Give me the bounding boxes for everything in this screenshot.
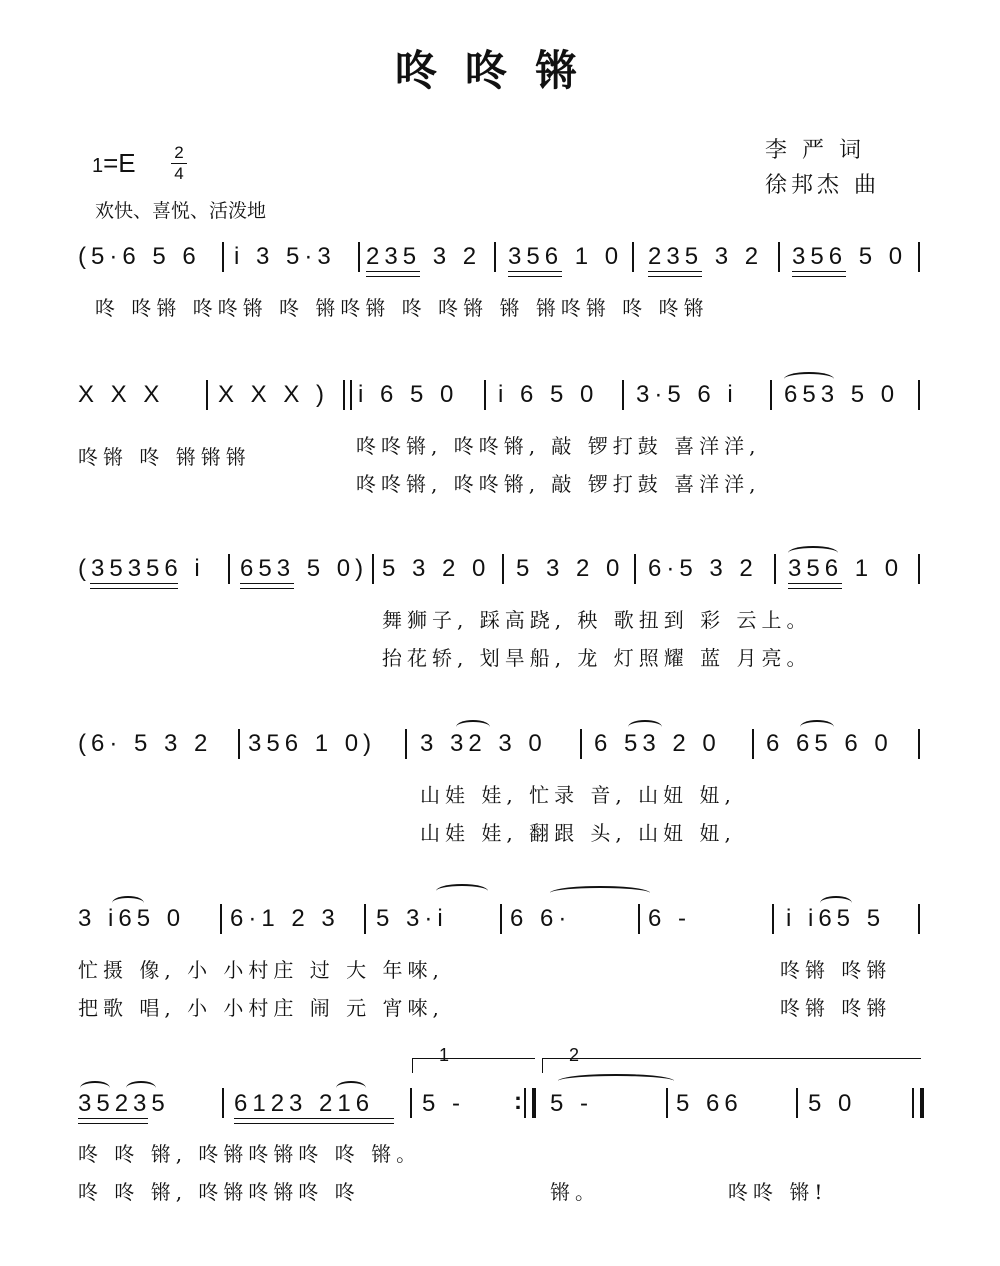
measure: i 6 5 0 [358, 381, 459, 408]
underline [78, 1123, 148, 1124]
meter-top: 2 [174, 143, 184, 162]
measure: i i65 5 [786, 905, 886, 932]
time-signature [170, 143, 188, 184]
volta-bracket-2 [542, 1045, 921, 1073]
lyric-line: 咚 咚 锵, 咚锵咚锵咚 咚 锵。 [78, 1142, 422, 1166]
measure: i 3 5·3 [234, 243, 336, 270]
bar-line [238, 729, 240, 759]
lyric-line: 咚咚锵, 咚咚锵, 敲 锣打鼓 喜洋洋, [356, 472, 761, 496]
bar-line [622, 380, 624, 410]
slur [628, 720, 662, 734]
measure: 6·5 3 2 [648, 555, 758, 582]
measure: i 6 5 0 [498, 381, 599, 408]
lyric-line: 忙摄 像, 小 小村庄 过 大 年唻, [78, 958, 444, 982]
bar-line [632, 242, 634, 272]
volta-number: 1 [439, 1045, 450, 1065]
bar-line [752, 729, 754, 759]
lyric-line: 咚锵 咚锵 [780, 996, 892, 1020]
measure: 653 5 0 [784, 381, 900, 408]
measure: 5 - [550, 1090, 594, 1117]
underline [366, 271, 420, 272]
lyric-line: 咚 咚 锵, 咚锵咚锵咚 咚 [78, 1180, 360, 1204]
repeat-dots: : [514, 1088, 522, 1115]
bar-line [343, 380, 345, 410]
bar-line [484, 380, 486, 410]
lyric-line: 咚锵 咚 锵锵锵 [78, 445, 251, 469]
measure: 3·5 6 i [636, 381, 738, 408]
bar-line [350, 380, 352, 410]
tempo-marking: 欢快、喜悦、活泼地 [95, 200, 267, 222]
measure: 5 66 [676, 1090, 743, 1117]
bar-line [918, 380, 920, 410]
slur [336, 1081, 366, 1095]
volta-number: 2 [569, 1045, 580, 1065]
lyric-line: 把歌 唱, 小 小村庄 闹 元 宵唻, [78, 996, 444, 1020]
slur [820, 896, 852, 910]
underline [240, 588, 294, 589]
bar-line [358, 242, 360, 272]
underline [792, 276, 846, 277]
lyric-line: 咚咚 锵! [728, 1180, 828, 1204]
underline [240, 583, 294, 584]
bar-line [364, 904, 366, 934]
tie [558, 1074, 674, 1088]
underline [90, 588, 178, 589]
repeat-bar-line [524, 1088, 536, 1118]
slur [126, 1081, 156, 1095]
final-bar-line [912, 1088, 924, 1118]
measure: X X X [78, 381, 165, 408]
bar-line [220, 904, 222, 934]
bar-line [666, 1088, 668, 1118]
underline [648, 276, 702, 277]
slur [436, 884, 488, 898]
slur [456, 720, 490, 734]
bar-line [228, 554, 230, 584]
measure: 356 1 0 [788, 555, 904, 582]
underline [508, 271, 562, 272]
meter-bottom: 4 [174, 164, 184, 183]
measure: (6· 5 3 2 [78, 730, 213, 757]
key-name: =E [103, 148, 136, 178]
lyric-line: 山娃 娃, 翻跟 头, 山妞 妞, [420, 821, 736, 845]
bar-line [778, 242, 780, 272]
bar-line [918, 729, 920, 759]
measure: 35235 [78, 1090, 170, 1117]
key-signature [92, 148, 136, 179]
slur [800, 720, 834, 734]
page-title: 咚咚锵 [394, 46, 605, 95]
bar-line [372, 554, 374, 584]
lyric-line: 咚锵 咚锵 [780, 958, 892, 982]
measure: 356 5 0 [792, 243, 908, 270]
measure: 235 3 2 [648, 243, 764, 270]
measure: (35356 i [78, 555, 205, 582]
underline [508, 276, 562, 277]
bar-line [222, 242, 224, 272]
measure: 6 53 2 0 [594, 730, 721, 757]
bar-line [206, 380, 208, 410]
underline [366, 276, 420, 277]
measure: 6123 216 [234, 1090, 375, 1117]
lyric-line: 抬花轿, 划旱船, 龙 灯照耀 蓝 月亮。 [382, 646, 812, 670]
underline [90, 583, 178, 584]
lyric-line: 锵。 [550, 1180, 600, 1204]
measure: 5 3 2 0 [516, 555, 625, 582]
bar-line [918, 554, 920, 584]
bar-line [634, 554, 636, 584]
measure: 235 3 2 [366, 243, 482, 270]
measure: 6 - [648, 905, 692, 932]
bar-line [774, 554, 776, 584]
lyric-line: 咚 咚锵 咚咚锵 咚 锵咚锵 咚 咚锵 锵 锵咚锵 咚 咚锵 [95, 296, 709, 320]
bar-line [502, 554, 504, 584]
measure: (5·6 5 6 [78, 243, 201, 270]
slur [112, 896, 144, 910]
underline [648, 271, 702, 272]
slur [788, 546, 838, 560]
underline [234, 1123, 394, 1124]
bar-line [580, 729, 582, 759]
measure: 6 6· [510, 905, 572, 932]
slur [80, 1081, 110, 1095]
underline [788, 588, 842, 589]
underline [78, 1118, 148, 1119]
bar-line [405, 729, 407, 759]
lyricist-credit: 李 严 词 [765, 138, 865, 163]
composer-credit: 徐邦杰 曲 [765, 173, 880, 198]
bar-line [410, 1088, 412, 1118]
measure: 5 - [422, 1090, 466, 1117]
measure: 653 5 0) [240, 555, 369, 582]
key-one: 1 [92, 155, 104, 177]
measure: 6 65 6 0 [766, 730, 893, 757]
underline [788, 583, 842, 584]
tie [550, 886, 650, 900]
bar-line [500, 904, 502, 934]
bar-line [638, 904, 640, 934]
bar-line [918, 904, 920, 934]
bar-line [494, 242, 496, 272]
measure: 356 1 0 [508, 243, 624, 270]
measure: X X X ) [218, 381, 330, 408]
bar-line [772, 904, 774, 934]
measure: 3 32 3 0 [420, 730, 547, 757]
volta-bracket-1 [412, 1045, 535, 1073]
bar-line [796, 1088, 798, 1118]
bar-line [222, 1088, 224, 1118]
bar-line [770, 380, 772, 410]
bar-line [918, 242, 920, 272]
lyric-line: 山娃 娃, 忙录 音, 山妞 妞, [420, 783, 736, 807]
measure: 6·1 2 3 [230, 905, 340, 932]
lyric-line: 舞狮子, 踩高跷, 秧 歌扭到 彩 云上。 [382, 608, 812, 632]
underline [792, 271, 846, 272]
slur [784, 372, 834, 386]
underline [234, 1118, 394, 1119]
measure: 356 1 0) [248, 730, 377, 757]
measure: 3 i65 0 [78, 905, 186, 932]
measure: 5 0 [808, 1090, 857, 1117]
measure: 5 3·i [376, 905, 448, 932]
lyric-line: 咚咚锵, 咚咚锵, 敲 锣打鼓 喜洋洋, [356, 434, 761, 458]
measure: 5 3 2 0 [382, 555, 491, 582]
